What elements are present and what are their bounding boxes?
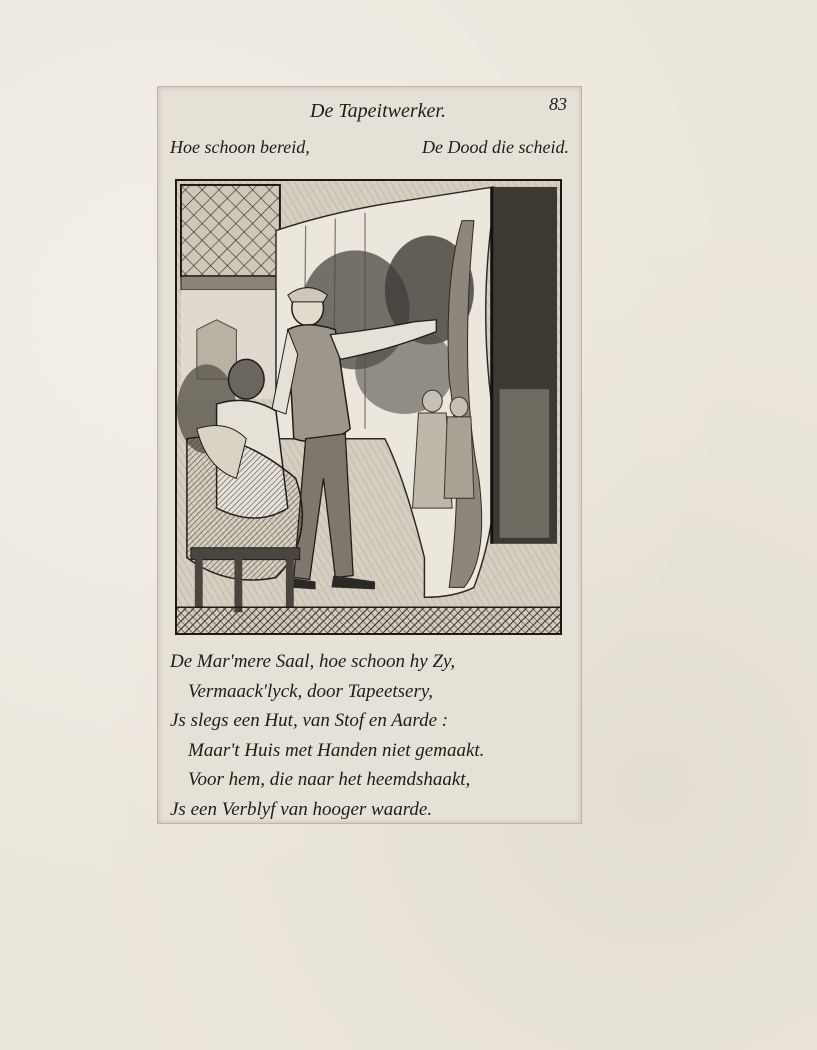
tapestry-workshop-scene — [177, 181, 560, 633]
motto-right: De Dood die scheid. — [422, 137, 569, 157]
verse-line: Js slegs een Hut, van Stof en Aarde : — [170, 710, 449, 731]
engraved-plate — [157, 86, 582, 824]
page-number: 83 — [549, 94, 567, 114]
verse-line: Vermaack'lyck, door Tapeetsery, — [188, 680, 434, 702]
floor — [177, 607, 560, 633]
engraving-illustration — [175, 179, 562, 635]
plate-title: De Tapeitwerker. — [310, 100, 446, 122]
lattice-window — [181, 185, 280, 276]
verse-line: De Mar'mere Saal, hoe schoon hy Zy, — [170, 651, 456, 672]
verse-block — [170, 647, 575, 824]
motto-left: Hoe schoon bereid, — [170, 137, 310, 157]
verse-line: Js een Verblyf van hooger waarde. — [170, 798, 433, 820]
verse-line: Voor hem, die naar het heemdshaakt, — [188, 769, 471, 790]
verse-line: Maar't Huis met Handen niet gemaakt. — [188, 739, 485, 761]
